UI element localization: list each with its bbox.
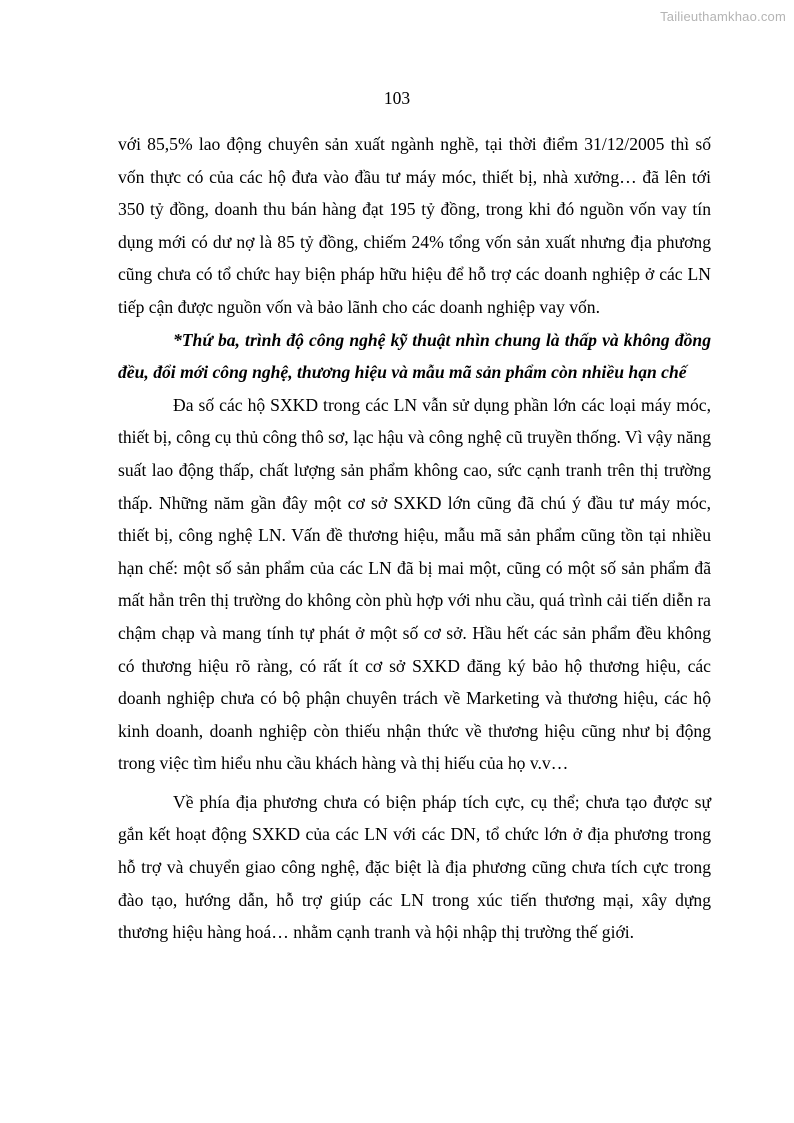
watermark: Tailieuthamkhao.com [660,9,786,24]
page-number: 103 [383,88,411,108]
section-heading: *Thứ ba, trình độ công nghệ kỹ thuật nhìn chung là thấp và không đồng đều, đổi mới công nghệ, thương hiệu và mẫu mã sản phẩm còn nhiều hạn chế [118,329,711,383]
document-body [118,128,711,949]
paragraph-continuation: với 85,5% lao động chuyên sản xuất ngành nghề, tại thời điểm 31/12/2005 thì số vốn thực có của các hộ đưa vào đầu tư máy móc, thiết bị, nhà xưởng… đã lên tới 350 tỷ đồng, doanh thu bán hàng đạt 195 tỷ đồng, trong khi đó nguồn vốn vay tín dụng mới có dư nợ là 85 tỷ đồng, chiếm 24% tổng vốn sản xuất nhưng địa phương cũng chưa có tổ chức hay biện pháp hữu hiệu để hỗ trợ các doanh nghiệp ở các LN tiếp cận được nguồn vốn và bảo lãnh cho các doanh nghiệp vay vốn. [118,134,711,317]
paragraph-local-support: Về phía địa phương chưa có biện pháp tích cực, cụ thể; chưa tạo được sự gắn kết hoạt động SXKD của các LN với các DN, tổ chức lớn ở địa phương trong hỗ trợ và chuyển giao công nghệ, đặc biệt là địa phương cũng chưa tích cực trong đào tạo, hướng dẫn, hỗ trợ giúp các LN trong xúc tiến thương mại, xây dựng thương hiệu hàng hoá… nhằm cạnh tranh và hội nhập thị trường thế giới. [118,791,711,943]
paragraph-technology: Đa số các hộ SXKD trong các LN vẫn sử dụng phần lớn các loại máy móc, thiết bị, công cụ thủ công thô sơ, lạc hậu và công nghệ cũ truyền thống. Vì vậy năng suất lao động thấp, chất lượng sản phẩm không cao, sức cạnh tranh trên thị trường thấp. Những năm gần đây một cơ sở SXKD lớn cũng đã chú ý đầu tư máy móc, thiết bị, công nghệ LN. Vấn đề thương hiệu, mẫu mã sản phẩm cũng tồn tại nhiều hạn chế: một số sản phẩm của các LN đã bị mai một, cũng có một số sản phẩm đã mất hẳn trên thị trường do không còn phù hợp với nhu cầu, quá trình cải tiến diễn ra chậm chạp và mang tính tự phát ở một số cơ sở. Hầu hết các sản phẩm đều không có thương hiệu rõ ràng, có rất ít cơ sở SXKD đăng ký bảo hộ thương hiệu, các doanh nghiệp chưa có bộ phận chuyên trách về Marketing và thương hiệu, các hộ kinh doanh, doanh nghiệp còn thiếu nhận thức về thương hiệu cũng như bị động trong việc tìm hiểu nhu cầu khách hàng và thị hiếu của họ v.v… [118,394,711,774]
